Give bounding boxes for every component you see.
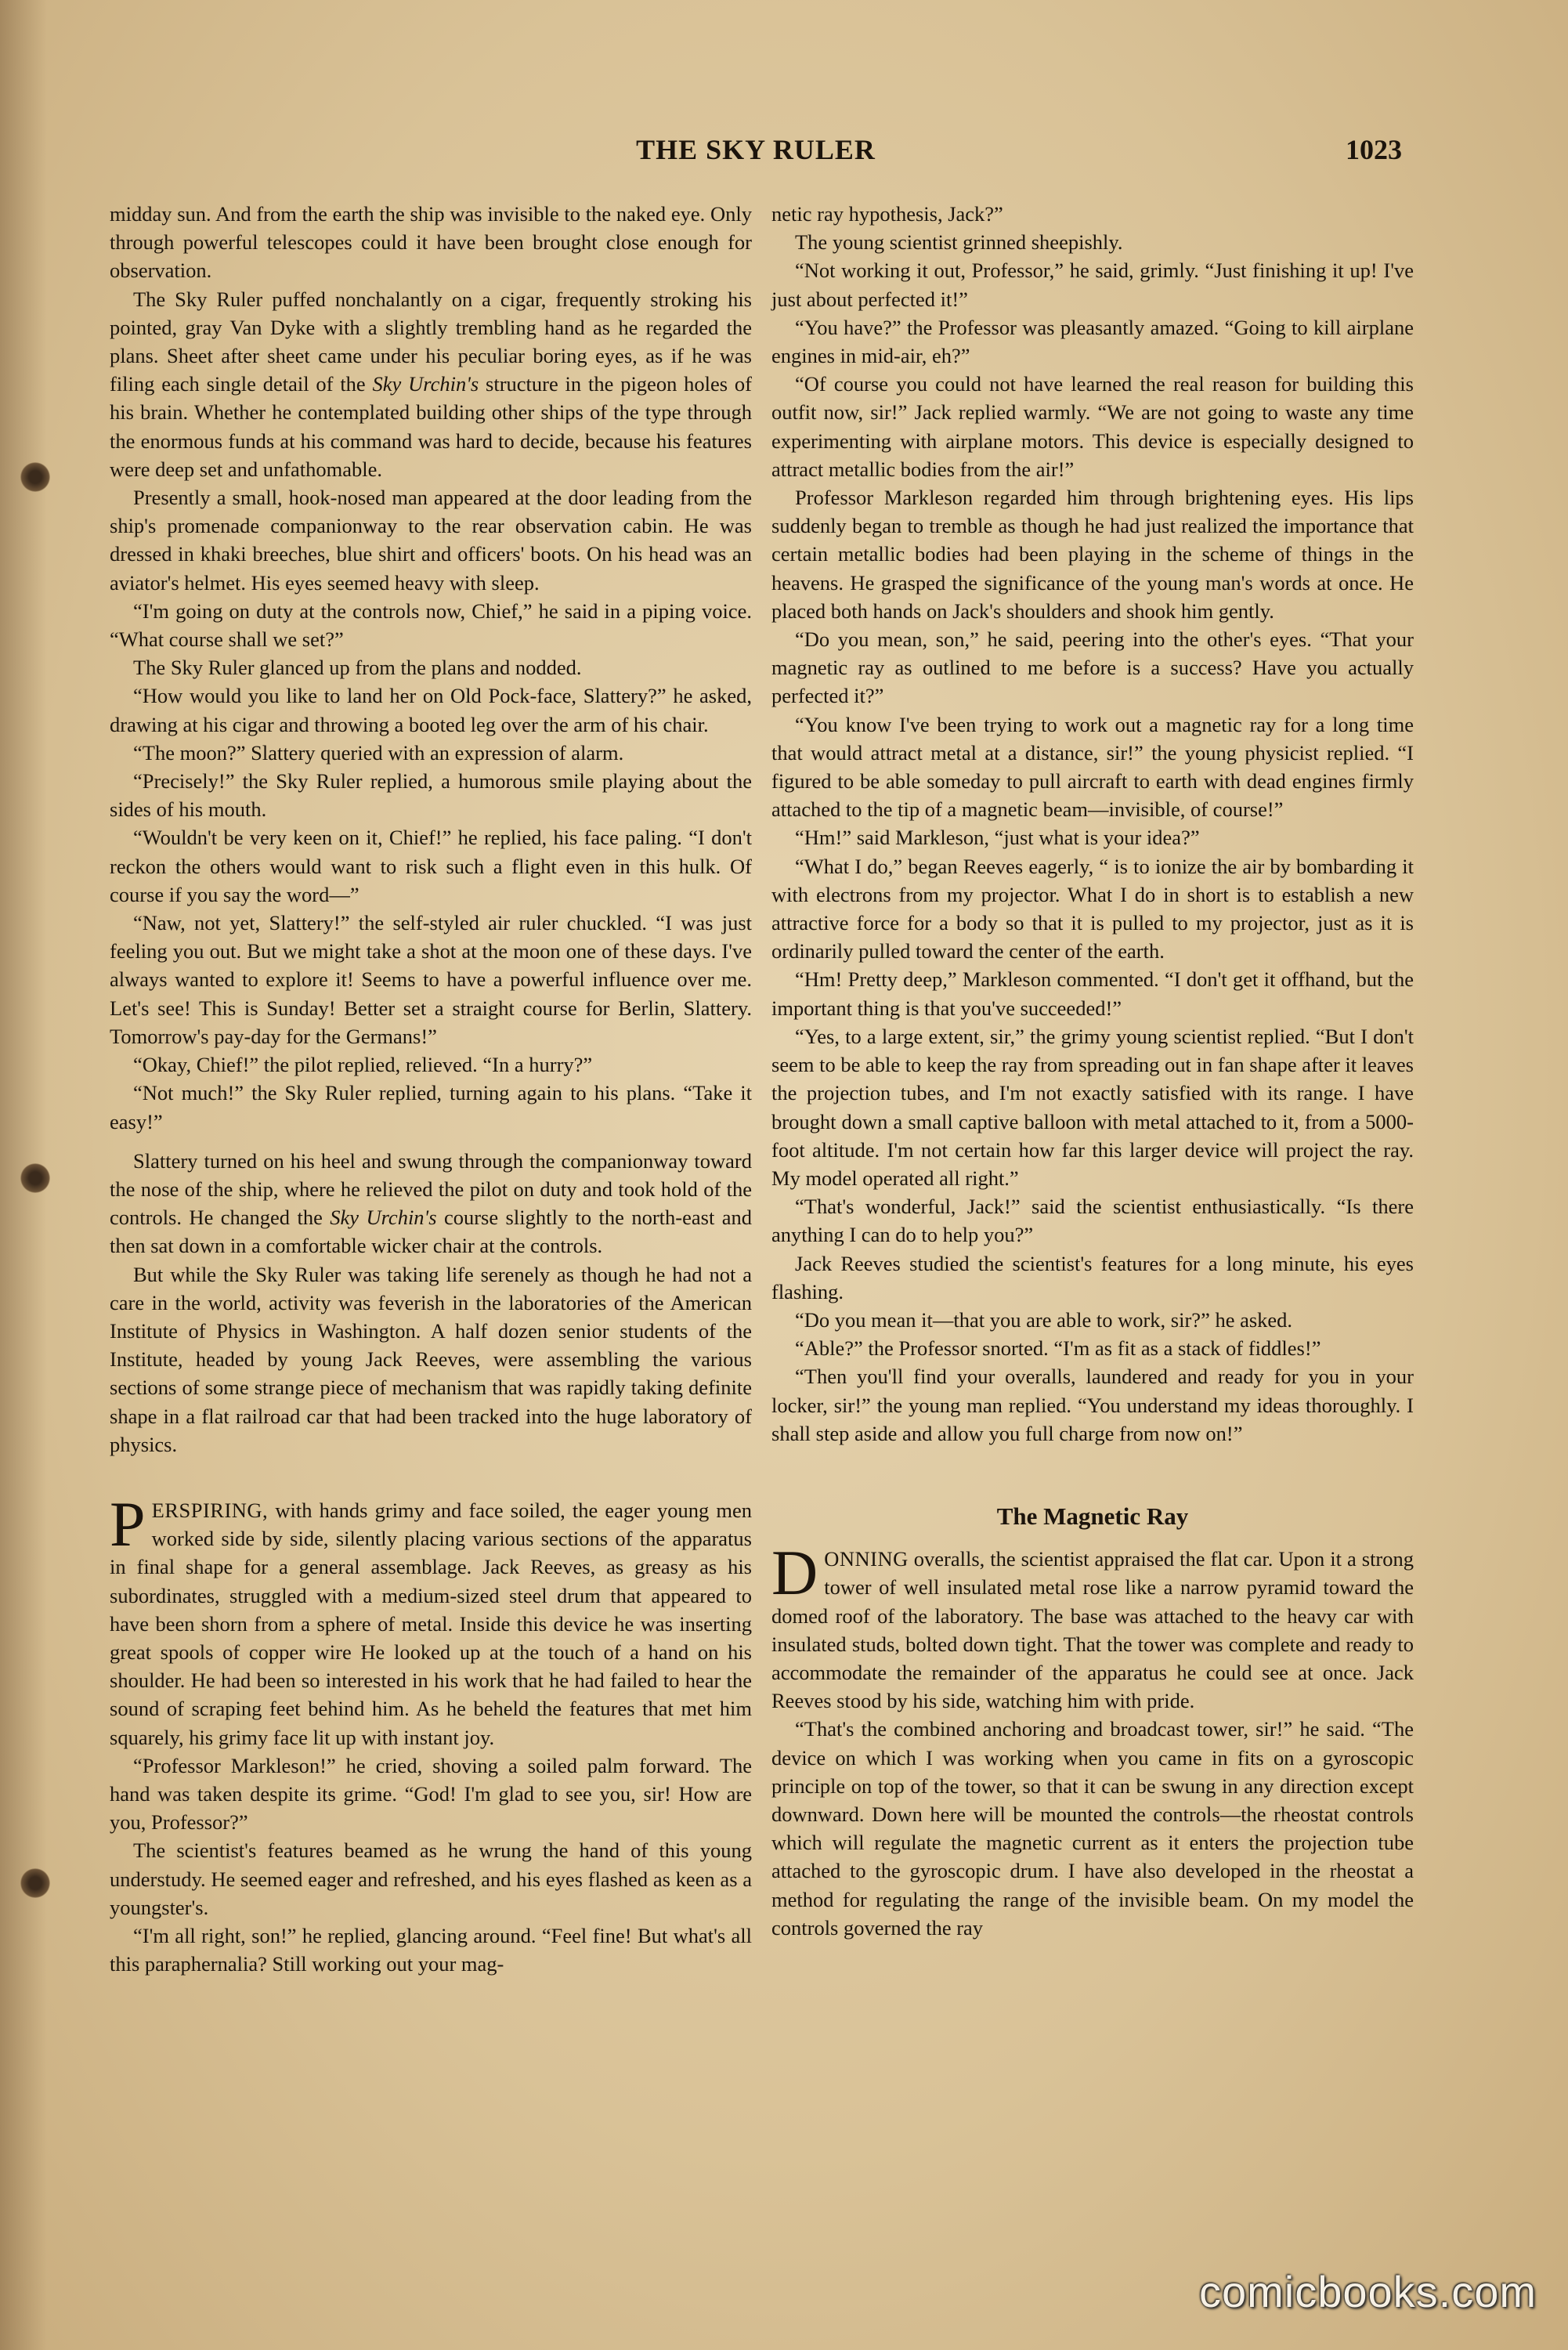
page-number: 1023 <box>1346 134 1402 165</box>
paragraph: “You know I've been trying to work out a magnetic ray for a long time that would attract metal at a distance, sir!” the young physicist replied. “I figured to be able someday to pull aircraft to earth with dead engines firmly attached to the tip of a magnetic beam—invisible, of course!” <box>771 712 1414 822</box>
binding-hole <box>20 462 50 492</box>
paragraph: “Not working it out, Professor,” he said, grimly. “Just finishing it up! I've just about perfected it!” <box>771 258 1414 311</box>
paragraph: The young scientist grinned sheepishly. <box>795 230 1123 255</box>
paragraph: Professor Markleson regarded him through brightening eyes. His lips suddenly began to tremble as though he had just realized the importance that certain metallic bodies had been playing in the scheme of things in the heavens. He grasped the significance of the young man's words at once. He placed both hands on Jack's shoulders and shook him gently. <box>771 486 1414 623</box>
paragraph: “I'm all right, son!” he replied, glancing around. “Feel fine! But what's all this paraphernalia? Still working out your mag- <box>110 1923 752 1976</box>
paragraph: “You have?” the Professor was pleasantly amazed. “Going to kill airplane engines in mid-air, eh?” <box>771 315 1414 368</box>
paragraph: “Of course you could not have learned the real reason for building this outfit now, sir!” Jack replied warmly. “We are not going to waste any time experimenting with airplane motors. This device is especially designed to attract metallic bodies from the air!” <box>771 372 1414 481</box>
right-column <box>771 200 1414 1942</box>
paragraph: “That's the combined anchoring and broadcast tower, sir!” he said. “The device on which I was working when you came in fits on a gyroscopic principle on top of the tower, so that it can be swung in any direction except downward. Down here will be mounted the controls—the rheostat controls which will regulate the magnetic current as it enters the projection tube attached to the gyroscopic drum. I have also developed in the rheostat a method for regulating the range of the invisible beam. On my model the controls governed the ray <box>771 1717 1414 1940</box>
paragraph: The scientist's features beamed as he wrung the hand of this young understudy. He seemed eager and refreshed, and his eyes flashed as keen as a youngster's. <box>110 1838 752 1919</box>
paragraph: “I'm going on duty at the controls now, Chief,” he said in a piping voice. “What course shall we set?” <box>110 598 752 652</box>
paragraph-dropcap: PERSPIRING, with hands grimy and face soiled, the eager young men worked side by side, silently placing various sections of the apparatus in final shape for a general assemblage. Jack Reeves, as greasy as his subordinates, struggled with a medium-sized steel drum that appeared to have been shorn from a sphere of metal. Inside this device he was inserting great spools of copper wire He looked up at the touch of a hand on his shoulder. He had been so interested in his work that he had failed to hear the sound of scraping feet behind him. As he beheld the features that met him squarely, his grimy face lit up with instant joy. <box>110 1488 752 1749</box>
paragraph: “Not much!” the Sky Ruler replied, turning again to his plans. “Take it easy!” <box>110 1081 752 1133</box>
paragraph: “Precisely!” the Sky Ruler replied, a humorous smile playing about the sides of his mouth. <box>110 769 752 822</box>
drop-cap: P <box>110 1488 146 1560</box>
page-header <box>110 133 1402 172</box>
paragraph: “What I do,” began Reeves eagerly, “ is to ionize the air by bombarding it with electrons from my projector. What I do in short is to establish a new attractive force for a body so that it is pulled to my projector, just as it is ordinarily pulled toward the center of the earth. <box>771 854 1414 964</box>
paragraph: “How would you like to land her on Old Pock-face, Slattery?” he asked, drawing at his cigar and throwing a booted leg over the arm of his chair. <box>110 684 752 736</box>
paragraph: “Professor Markleson!” he cried, shoving a soiled palm forward. The hand was taken despite its grime. “God! I'm glad to see you, sir! How are you, Professor?” <box>110 1753 752 1835</box>
left-column <box>110 200 752 1978</box>
running-title: THE SKY RULER <box>636 134 876 165</box>
ship-name: Sky Urchin's <box>330 1206 437 1230</box>
paragraph: “Okay, Chief!” the pilot replied, relieved. “In a hurry?” <box>133 1053 593 1077</box>
paragraph: “The moon?” Slattery queried with an expression of alarm. <box>133 740 624 765</box>
paragraph: “Hm! Pretty deep,” Markleson commented. “I don't get it offhand, but the important thing is that you've succeeded!” <box>771 967 1414 1020</box>
paragraph: But while the Sky Ruler was taking life serenely as though he had not a care in the world, activity was feverish in the laboratories of the American Institute of Physics in Washington. A half dozen senior students of the Institute, headed by young Jack Reeves, were assembling the various sections of some strange piece of mechanism that was rapidly taking definite shape in a flat railroad car that had been tracked into the huge laboratory of physics. <box>110 1262 752 1456</box>
paragraph: “Do you mean it—that you are able to work, sir?” he asked. <box>795 1307 1293 1332</box>
paragraph: “Wouldn't be very keen on it, Chief!” he replied, his face paling. “I don't reckon the others would want to risk such a flight even in this hulk. Of course if you say the word—” <box>110 826 752 906</box>
ship-name: Sky Urchin's <box>372 372 479 396</box>
binding-hole <box>20 1163 50 1193</box>
drop-cap: D <box>771 1537 818 1609</box>
paragraph: midday sun. And from the earth the ship was invisible to the naked eye. Only through powerful telescopes could it have been brought close enough for observation. <box>110 202 752 283</box>
watermark: comicbooks.com <box>1198 2267 1537 2316</box>
paragraph: “Yes, to a large extent, sir,” the grimy young scientist replied. “But I don't seem to be able to keep the ray from spreading out in fan shape after it leaves the projection tubes, and I'm not exactly satisfied with its range. I have brought down a small captive balloon with metal attached to it, from a 5000-foot altitude. I'm not certain how far this larger device will project the ray. My model operated all right.” <box>771 1024 1414 1190</box>
paragraph: netic ray hypothesis, Jack?” <box>771 202 1003 226</box>
paragraph: The Sky Ruler puffed nonchalantly on a cigar, frequently stroking his pointed, gray Van Dyke with a slightly trembling hand as he regarded the plans. Sheet after sheet came under his peculiar boring eyes, as if he was filing each single detail of the Sky Urchin's structure in the pigeon holes of his brain. Whether he contemplated building other ships of the type through the enormous funds at his command was hard to decide, because his features were deep set and unfathomable. <box>110 287 752 481</box>
paragraph: Jack Reeves studied the scientist's features for a long minute, his eyes flashing. <box>771 1251 1414 1303</box>
paragraph: “Then you'll find your overalls, laundered and ready for you in your locker, sir!” the young man replied. “You understand my ideas thoroughly. I shall step aside and allow you full charge from now on!” <box>771 1365 1414 1445</box>
paragraph: “Do you mean, son,” he said, peering into the other's eyes. “That your magnetic ray as outlined to me before is a success? Have you actually perfected it?” <box>771 627 1414 708</box>
paragraph: Slattery turned on his heel and swung through the companionway toward the nose of the ship, where he relieved the pilot on duty and took hold of the controls. He changed the Sky Urchin's course slightly to the north-east and then sat down in a comfortable wicker chair at the controls. <box>110 1148 752 1258</box>
paragraph: Presently a small, hook-nosed man appeared at the door leading from the ship's promenade companionway to the rear observation cabin. He was dressed in khaki breeches, blue shirt and officers' boots. On his head was an aviator's helmet. His eyes seemed heavy with sleep. <box>110 486 752 595</box>
paragraph: “Hm!” said Markleson, “just what is your idea?” <box>795 826 1200 850</box>
paragraph: “Able?” the Professor snorted. “I'm as fit as a stack of fiddles!” <box>795 1336 1321 1361</box>
paragraph: The Sky Ruler glanced up from the plans and nodded. <box>133 656 582 680</box>
paragraph: “That's wonderful, Jack!” said the scientist enthusiastically. “Is there anything I can do to help you?” <box>771 1195 1414 1247</box>
section-heading: The Magnetic Ray <box>996 1502 1189 1530</box>
paragraph: “Naw, not yet, Slattery!” the self-styled air ruler chuckled. “I was just feeling you out. But we might take a shot at the moon one of these days. I've always wanted to explore it! Seems to have a powerful influence over me. Let's see! This is Sunday! Better set a straight course for Berlin, Slattery. Tomorrow's pay-day for the Germans!” <box>110 911 752 1048</box>
binding-hole <box>20 1868 50 1898</box>
paragraph-dropcap: DONNING overalls, the scientist appraised the flat car. Upon it a strong tower of well insulated metal rose like a narrow pyramid toward the domed roof of the laboratory. The base was attached to the heavy car with insulated studs, bolted down tight. That the tower was complete and ready to accommodate the remainder of the apparatus he could see at once. Jack Reeves stood by his side, watching him with pride. <box>771 1537 1414 1713</box>
